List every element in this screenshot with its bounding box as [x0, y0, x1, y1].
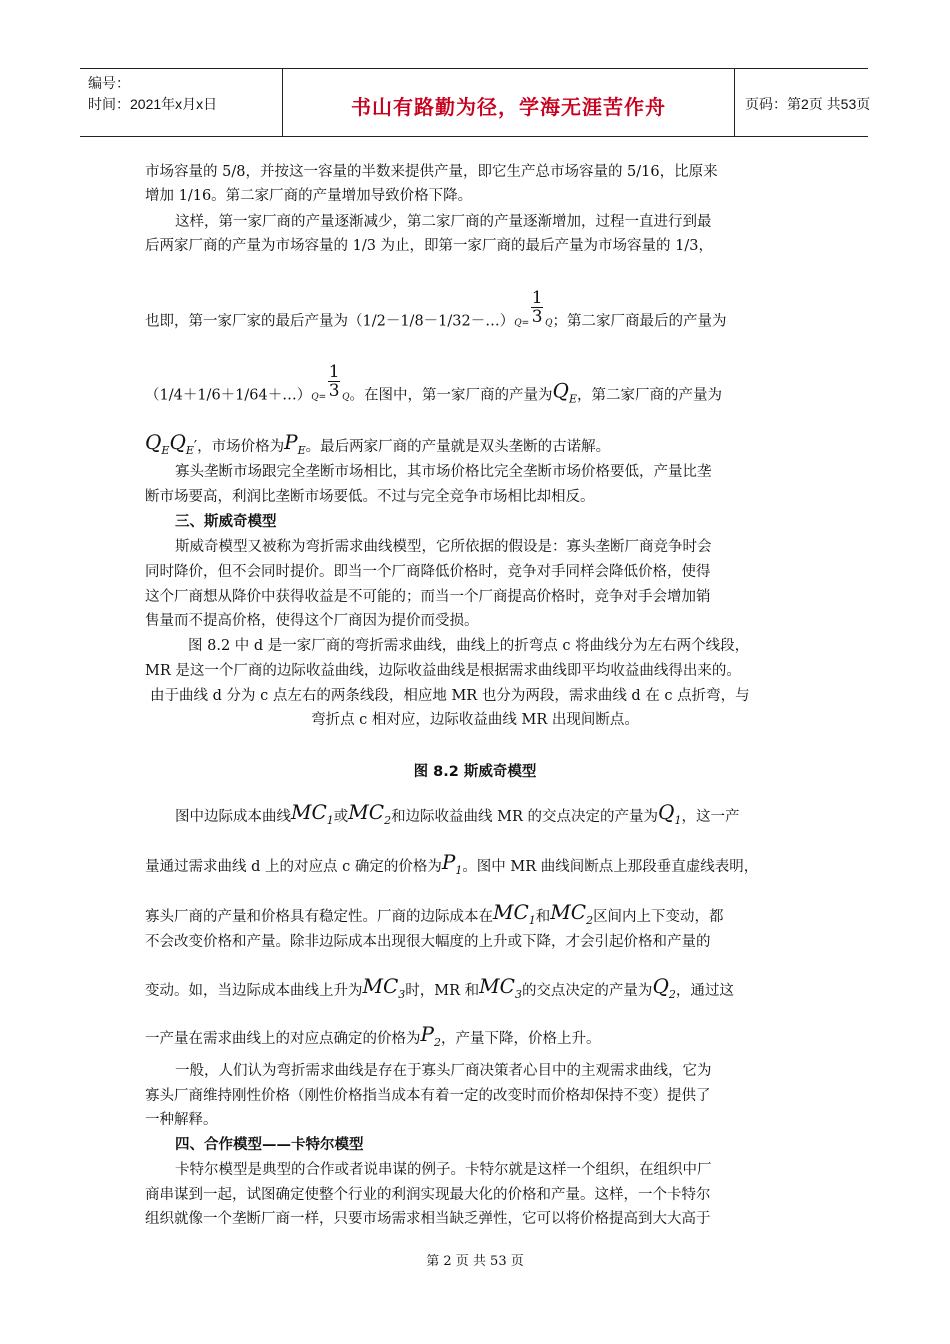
text-span: 和边际收益曲线 MR 的交点决定的产量为	[391, 809, 659, 825]
text-span: 也即，第一家厂家的最后产量为（1/2－1/8－1/32－…）	[145, 313, 515, 330]
q-symbol: Q	[342, 392, 350, 403]
paragraph-line	[175, 802, 739, 831]
subscript: 3	[398, 988, 406, 1001]
paragraph-line: 一般，人们认为弯折需求曲线是存在于寡头厂商决策者心目中的主观需求曲线，它为	[175, 1063, 712, 1079]
mc-symbol: MC	[348, 800, 385, 824]
paragraph-line: 卡特尔模型是典型的合作或者说串谋的例子。卡特尔就是这样一个组织，在组织中厂	[175, 1162, 712, 1178]
motto: 书山有路勤为径，学海无涯苦作舟	[351, 95, 666, 119]
subscript: 2	[384, 814, 392, 827]
paragraph-line: MR 是这一个厂商的边际收益曲线，边际收益曲线是根据需求曲线即平均收益曲线得出来的。	[145, 663, 741, 679]
time-label: 时间：2021年x月x日	[88, 96, 218, 112]
paragraph-line: 这个厂商想从降价中获得收益是不可能的；而当一个厂商提高价格时，竞争对手会增加销	[145, 589, 711, 605]
text-span: 寡头厂商的产量和价格具有稳定性。厂商的边际成本在	[145, 909, 493, 925]
q-e-prime-symbol: Q	[169, 430, 186, 454]
p-symbol: P	[441, 850, 456, 874]
paragraph-line: 图 8.2 中 d 是一家厂商的弯折需求曲线，曲线上的折弯点 c 将曲线分为左右两个线段，	[188, 638, 750, 654]
paragraph-line	[145, 432, 610, 461]
denominator: 3	[328, 381, 340, 401]
subscript: 2	[433, 1036, 441, 1049]
text-span: ，这一产	[681, 809, 740, 825]
paragraph-line: 售量而不提高价格，使得这个厂商因为提价而受损。	[145, 613, 479, 629]
q-symbol: Q=	[514, 318, 530, 329]
paragraph-line: 斯威奇模型又被称为弯折需求曲线模型，它所依据的假设是：寡头垄断厂商竞争时会	[175, 539, 712, 555]
text-span: 一产量在需求曲线上的对应点确定的价格为	[145, 1031, 421, 1047]
text-span: 区间内上下变动，都	[593, 909, 724, 925]
mc-symbol: MC	[291, 800, 327, 824]
subscript: 1	[528, 914, 536, 927]
subscript-e: E	[185, 444, 194, 457]
text-span: ，市场价格为	[197, 439, 285, 455]
figure-caption: 图 8.2 斯威奇模型	[413, 764, 537, 780]
paragraph-line	[145, 902, 724, 931]
paragraph-line: 商串谋到一起，试图确定使整个行业的利润实现最大化的价格和产量。这样，一个卡特尔	[145, 1187, 711, 1203]
header-motto-cell	[283, 69, 735, 136]
subscript: 2	[586, 914, 594, 927]
page-number-label: 页码：第2页 共53页	[745, 96, 871, 112]
number-label: 编号：	[88, 75, 130, 91]
p-symbol: P	[420, 1022, 434, 1046]
prime-mark: ′	[193, 439, 198, 455]
text-span: 变动。如，当边际成本曲线上升为	[145, 983, 363, 999]
paragraph-line: 断市场要高，利润比垄断市场要低。不过与完全竞争市场相比却相反。	[145, 489, 595, 505]
paragraph-line: 市场容量的 5/8，并按这一容量的半数来提供产量，即它生产总市场容量的 5/16，比原来	[145, 164, 718, 180]
paragraph-line	[145, 852, 758, 881]
q-symbol: Q	[658, 800, 675, 824]
mc-symbol: MC	[479, 974, 515, 998]
mc-symbol: MC	[362, 974, 399, 998]
q-e-symbol: Q	[145, 430, 162, 454]
p-e-symbol: P	[284, 430, 298, 454]
subscript: 1	[455, 864, 463, 877]
mc-symbol: MC	[493, 900, 529, 924]
subscript-e: E	[297, 444, 306, 457]
page-header	[80, 68, 871, 137]
subscript: 2	[668, 988, 676, 1001]
text-span: 时，MR 和	[405, 983, 480, 999]
paragraph-line: 一种解释。	[145, 1112, 218, 1128]
paragraph-line: 组织就像一个垄断厂商一样，只要市场需求相当缺乏弹性，它可以将价格提高到大大高于	[145, 1211, 711, 1227]
subscript-e: E	[568, 392, 577, 406]
q-symbol: Q	[545, 318, 553, 329]
paragraph-line: 寡头厂商维持刚性价格（刚性价格指当成本有着一定的改变时而价格却保持不变）提供了	[145, 1088, 711, 1104]
fraction-one-third	[328, 363, 340, 400]
fraction-one-third	[531, 289, 543, 326]
q-e-symbol: Q	[552, 378, 569, 403]
section-heading: 四、合作模型——卡特尔模型	[175, 1137, 364, 1153]
paragraph-line: 寡头垄断市场跟完全垄断市场相比，其市场价格比完全垄断市场价格要低，产量比垄	[175, 464, 712, 480]
q-symbol: Q	[652, 974, 669, 998]
text-span: 。在图中，第一家厂商的产量为	[349, 387, 553, 404]
paragraph-line: 增加 1/16。第二家厂商的产量增加导致价格下降。	[145, 188, 473, 204]
paragraph-line: 不会改变价格和产量。除非边际成本出现很大幅度的上升或下降，才会引起价格和产量的	[145, 934, 711, 950]
q-symbol: Q=	[311, 392, 327, 403]
text-span: ，通过这	[675, 983, 734, 999]
text-span: 或	[333, 809, 349, 825]
text-span: 。最后两家厂商的产量就是双头垄断的古诺解。	[305, 439, 611, 455]
text-span: 的交点决定的产量为	[521, 983, 653, 999]
paragraph-line: 弯折点 c 相对应，边际收益曲线 MR 出现间断点。	[311, 712, 639, 728]
paragraph-line	[145, 976, 734, 1005]
subscript: 1	[326, 814, 334, 827]
mc-symbol: MC	[550, 900, 587, 924]
text-span: 量通过需求曲线 d 上的对应点 c 确定的价格为	[145, 859, 442, 875]
text-span: ；第二家厂商最后的产量为	[552, 313, 727, 330]
subscript-e: E	[161, 444, 170, 457]
subscript: 1	[674, 814, 682, 827]
paragraph-line	[145, 288, 727, 340]
numerator: 1	[531, 288, 543, 308]
denominator: 3	[531, 307, 543, 327]
text-span: 。图中 MR 曲线间断点上那段垂直虚线表明，	[462, 859, 759, 875]
text-span: 图中边际成本曲线	[175, 809, 291, 825]
subscript: 3	[514, 988, 522, 1001]
paragraph-line: 这样，第一家厂商的产量逐渐减少，第二家厂商的产量逐渐增加，过程一直进行到最	[175, 214, 712, 230]
page-footer: 第 2 页 共 53 页	[426, 1254, 524, 1269]
header-page-cell	[735, 69, 871, 136]
header-meta-cell	[80, 69, 283, 136]
paragraph-line	[145, 1024, 600, 1053]
text-span: ，产量下降，价格上升。	[440, 1031, 601, 1047]
paragraph-line: 由于曲线 d 分为 c 点左右的两条线段，相应地 MR 也分为两段，需求曲线 d 在 c 点折弯，与	[150, 688, 750, 704]
text-span: 和	[535, 909, 551, 925]
text-span: ，第二家厂商的产量为	[576, 387, 722, 404]
paragraph-line	[145, 362, 722, 414]
paragraph-line: 后两家厂商的产量为市场容量的 1/3 为止，即第一家厂商的最后产量为市场容量的 1/3，	[145, 238, 713, 254]
numerator: 1	[328, 362, 340, 382]
text-span: （1/4＋1/6＋1/64＋…）	[145, 387, 312, 404]
section-heading: 三、斯威奇模型	[175, 514, 277, 530]
paragraph-line: 同时降价，但不会同时提价。即当一个厂商降低价格时，竞争对手同样会降低价格，使得	[145, 564, 711, 580]
